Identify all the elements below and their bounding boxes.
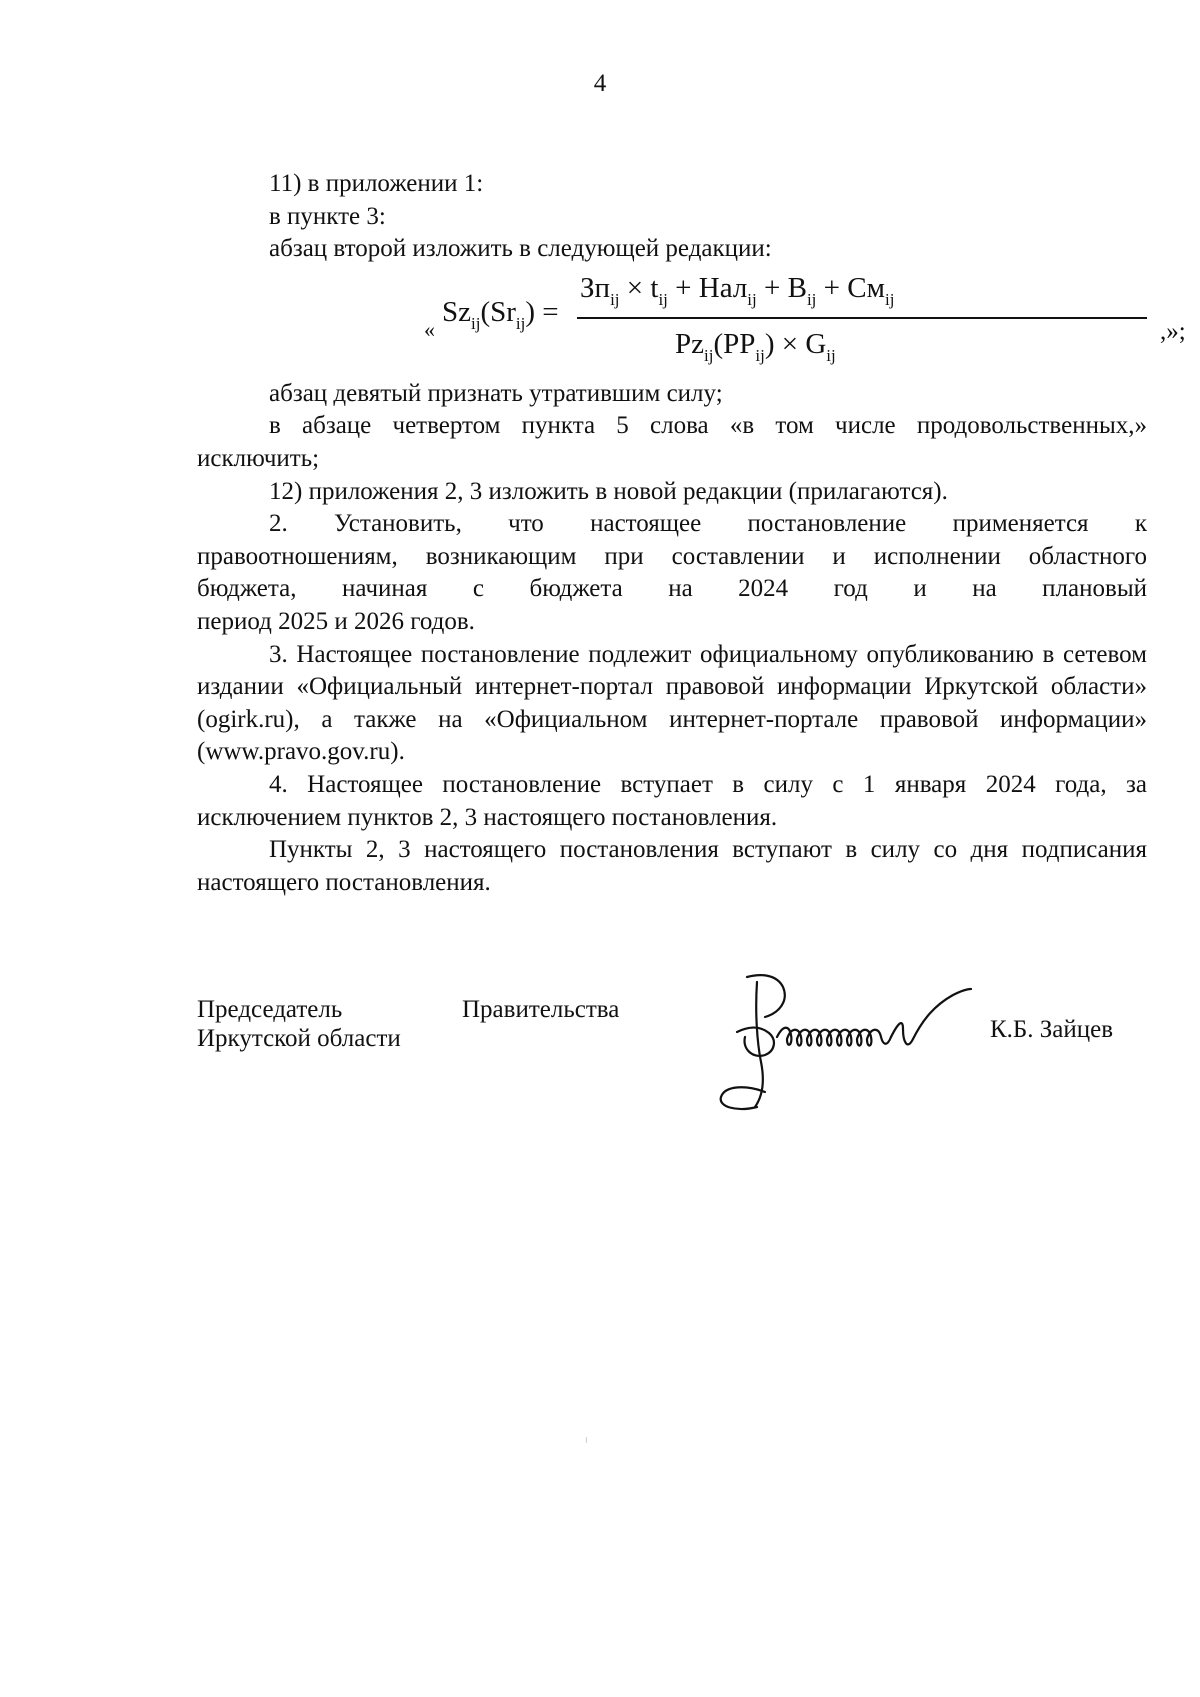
formula-denominator: $Pz_{ij}(PP_{ij}) \times G_{ij}$ (675, 327, 836, 365)
item-12: 12) приложения 2, 3 изложить в новой редакции (прилагаются). (269, 477, 948, 505)
signer-position-chairman: Председатель (197, 996, 343, 1023)
handwritten-signature (717, 967, 987, 1117)
point-2-line1: 2. Установить, что настоящее постановление применяется к (269, 510, 1147, 538)
signer-name: К.Б. Зайцев (990, 1016, 1114, 1043)
signature-block (197, 995, 1157, 1115)
formula (197, 271, 1186, 376)
item-11-heading: 11) в приложении 1: (269, 170, 484, 197)
item-11-paragraph-two: абзац второй изложить в следующей редакции: (269, 235, 772, 263)
point-2-line4: период 2025 и 2026 годов. (197, 607, 475, 635)
point-4-additional: Пункты 2, 3 настоящего постановления вступают в силу со дня подписания настоящего постановления. (197, 836, 1147, 896)
signer-position-region: Иркутской области (197, 1025, 401, 1052)
formula-lhs: $Sz_{ij}(Sr_{ij})$ = (442, 295, 559, 333)
item-11-subpoint: в пункте 3: (269, 202, 386, 230)
point-3: 3. Настоящее постановление подлежит официальному опубликованию в сетевом издании «Официальный интернет-портал правовой информации Иркутской области» (ogirk.ru), а также на «Официальном интернет-портале правовой информации» (www.pravo.gov.ru). (197, 640, 1147, 766)
item-11-paragraph-four-line2: исключить; (197, 444, 320, 472)
formula-open-quote: « (424, 316, 435, 342)
item-11-paragraph-four-line1: в абзаце четвертом пункта 5 слова «в том числе продовольственных,» (269, 412, 1147, 440)
formula-close-quote: ,»; (1160, 317, 1186, 345)
point-4: 4. Настоящее постановление вступает в силу с 1 января 2024 года, за исключением пунктов 2, 3 настоящего постановления. (197, 770, 1147, 831)
page-number: 4 (593, 70, 607, 97)
fraction-bar (577, 317, 1147, 319)
signer-position-government: Правительства (462, 996, 620, 1023)
document-body (197, 168, 1186, 899)
scan-artifact (586, 1437, 587, 1443)
item-11-paragraph-nine: абзац девятый признать утратившим силу; (269, 379, 723, 407)
formula-numerator: $Зп_{ij} \times t_{ij} + Нал_{ij} + B_{ij} + См_{ij}$ (580, 271, 895, 309)
point-2-line3: бюджета, начиная с бюджета на 2024 год и на плановый (197, 575, 1147, 603)
point-2-line2: правоотношениям, возникающим при составлении и исполнении областного (197, 542, 1147, 570)
